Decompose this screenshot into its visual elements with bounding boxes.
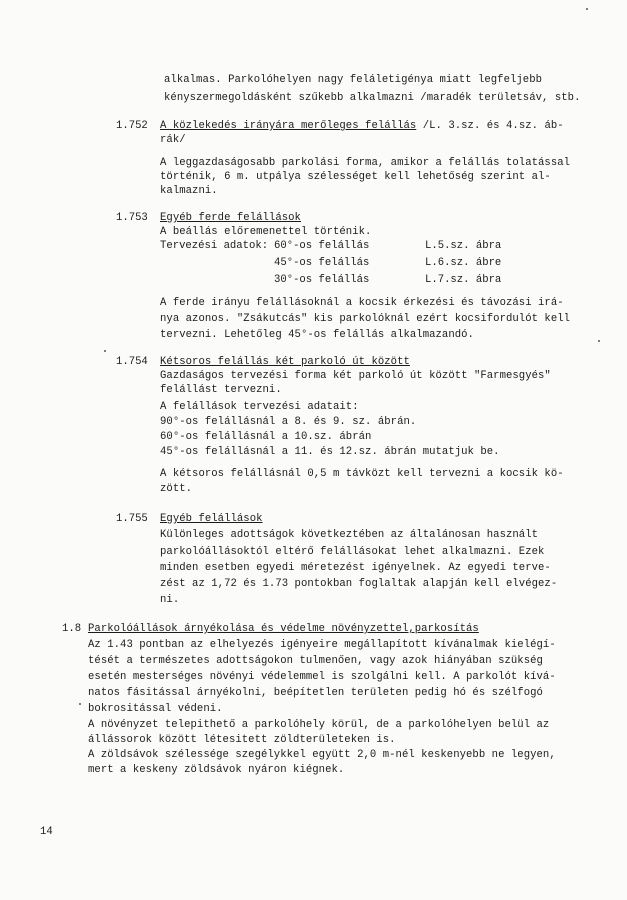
paragraph-line: ni. <box>160 594 180 606</box>
page-number: 14 <box>40 826 53 838</box>
paragraph-line: A leggazdaságosabb parkolási forma, amikor a felállás tolatással <box>160 157 571 169</box>
paragraph-line: 45°-os felállásnál a 11. és 12.sz. ábrán mutatjuk be. <box>160 446 500 458</box>
angle-row: 60°-os felállás <box>274 240 370 252</box>
paragraph-line: nya azonos. "Zsákutcás" kis parkolóknál ezért kocsifordulót kell <box>160 313 571 325</box>
section-number: 1.8 <box>62 623 82 635</box>
paragraph-line: esetén mesterséges növényi védelemmel is szolgálni kell. A parkolót kívá- <box>88 671 556 683</box>
angle-row: 30°-os felállás <box>274 274 370 286</box>
paragraph-line: Különleges adottságok következtében az általánosan használt <box>160 529 539 541</box>
paragraph-line: 60°-os felállásnál a 10.sz. ábrán <box>160 431 372 443</box>
scan-speck <box>79 703 81 705</box>
intro-line: alkalmas. Parkolóhelyen nagy feláletigénya miatt legfeljebb <box>164 74 543 86</box>
section-title: Egyéb felállások <box>160 513 263 525</box>
section-title: Egyéb ferde felállások <box>160 212 301 224</box>
paragraph-line: A beállás előremenettel történik. <box>160 226 372 238</box>
section-title-line2: rák/ <box>160 134 186 146</box>
paragraph-line: tését a természetes adottságokon tulmenően, vagy azok hiányában szükség <box>88 655 543 667</box>
section-number: 1.753 <box>116 212 148 224</box>
paragraph-line: zést az 1,72 és 1.73 pontokban foglaltak alapján kell elvégez- <box>160 578 558 590</box>
paragraph-line: felállást tervezni. <box>160 384 282 396</box>
design-data-label: Tervezési adatok: <box>160 240 269 252</box>
scan-speck <box>104 350 106 352</box>
paragraph-line: A kétsoros felállásnál 0,5 m távközt kell tervezni a kocsik kö- <box>160 468 564 480</box>
paragraph-line: zött. <box>160 483 193 495</box>
paragraph-line: Gazdaságos tervezési forma két parkoló út között "Farmesgyés" <box>160 370 551 382</box>
figure-ref: L.5.sz. ábra <box>425 240 502 252</box>
scan-speck <box>598 340 600 342</box>
section-title-rest: /L. 3.sz. és 4.sz. áb- <box>416 120 564 132</box>
intro-line: kényszermegoldásként szűkebb alkalmazni /maradék területsáv, stb. <box>164 92 581 104</box>
paragraph-line: tervezni. Lehetőleg 45°-os felállás alkalmazandó. <box>160 329 474 341</box>
paragraph-line: bokrositással védeni. <box>88 703 223 715</box>
section-title: A közlekedés irányára merőleges felállás <box>160 120 417 132</box>
section-number: 1.755 <box>116 513 148 525</box>
paragraph-line: A ferde irányu felállásoknál a kocsik érkezési és távozási irá- <box>160 297 564 309</box>
section-heading <box>160 120 564 133</box>
paragraph-line: kalmazni. <box>160 185 218 197</box>
paragraph-line: Az 1.43 pontban az elhelyezés igényeire megállapított kívánalmak kielégí- <box>88 639 556 651</box>
section-number: 1.754 <box>116 356 148 368</box>
paragraph-line: A felállások tervezési adatait: <box>160 401 359 413</box>
scan-speck <box>586 8 588 10</box>
section-number: 1.752 <box>116 120 148 132</box>
paragraph-line: minden esetben egyedi méretezést igényelnek. Az egyedi terve- <box>160 562 551 574</box>
figure-ref: L.6.sz. ábre <box>425 257 502 269</box>
paragraph-line: A növényzet telepithető a parkolóhely körül, de a parkolóhelyen belül az <box>88 719 550 731</box>
angle-row: 45°-os felállás <box>274 257 370 269</box>
paragraph-line: 90°-os felállásnál a 8. és 9. sz. ábrán. <box>160 416 417 428</box>
paragraph-line: parkolóállásoktól eltérő felállásokat lehet alkalmazni. Ezek <box>160 546 545 558</box>
paragraph-line: natos fásitással árnyékolni, beépítetlen területen pedig hó és szélfogó <box>88 687 543 699</box>
section-title: Kétsoros felállás két parkoló út között <box>160 356 410 368</box>
paragraph-line: történik, 6 m. utpálya szélességet kell lehetőség szerint al- <box>160 171 551 183</box>
section-title: Parkolóállások árnyékolása és védelme növényzettel,parkosítás <box>88 623 479 635</box>
paragraph-line: A zöldsávok szélessége szegélykkel együtt 2,0 m-nél keskenyebb ne legyen, <box>88 749 556 761</box>
paragraph-line: állássorok között létesitett zöldterületeken is. <box>88 734 396 746</box>
paragraph-line: mert a keskeny zöldsávok nyáron kiégnek. <box>88 764 345 776</box>
figure-ref: L.7.sz. ábra <box>425 274 502 286</box>
